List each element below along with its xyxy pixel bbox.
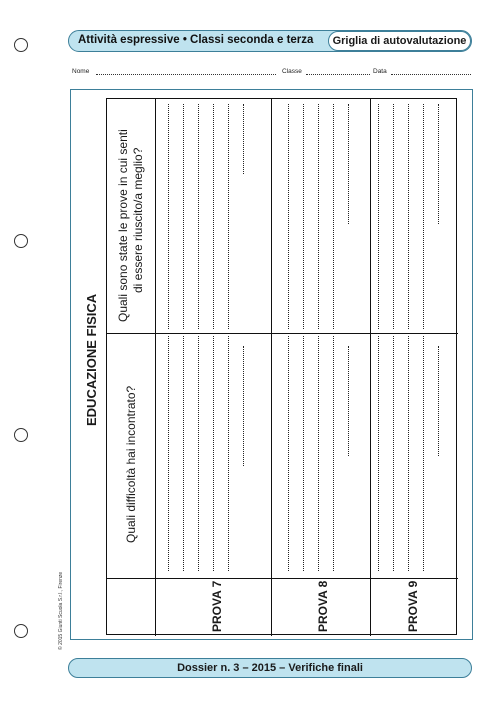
answer-line[interactable]	[198, 336, 199, 571]
prova-7-label: PROVA 7	[210, 580, 224, 632]
punch-hole-bottom	[14, 624, 28, 638]
answer-line[interactable]	[378, 104, 379, 329]
question-divider	[107, 333, 458, 334]
answer-line[interactable]	[183, 336, 184, 571]
answer-line[interactable]	[168, 104, 169, 329]
question-best-line-1: Quali sono state le prove in cui senti	[116, 129, 130, 322]
question-best-line-2: di essere riuscito/a meglio?	[131, 147, 145, 293]
answer-line[interactable]	[333, 336, 334, 571]
classe-label: Classe	[282, 68, 302, 75]
answer-line[interactable]	[423, 104, 424, 329]
answer-line[interactable]	[213, 104, 214, 329]
nome-label: Nome	[72, 68, 90, 75]
answer-line[interactable]	[318, 336, 319, 571]
answer-line[interactable]	[243, 346, 244, 466]
row-divider-1	[107, 578, 458, 579]
copyright-notice: © 2015 Giunti Scuola S.r.l., Firenze	[58, 571, 64, 650]
answer-line[interactable]	[393, 336, 394, 571]
answer-line[interactable]	[378, 336, 379, 571]
nome-field[interactable]	[96, 74, 276, 75]
header-pill-label: Griglia di autovalutazione	[328, 31, 471, 51]
section-title: EDUCAZIONE FISICA	[84, 293, 99, 426]
answer-line[interactable]	[303, 104, 304, 329]
answer-line[interactable]	[288, 336, 289, 571]
column-divider-header	[155, 99, 156, 636]
answer-line[interactable]	[348, 346, 349, 456]
answer-line[interactable]	[168, 336, 169, 571]
column-divider-2	[370, 99, 371, 636]
prova-9-label: PROVA 9	[406, 580, 420, 632]
column-divider-1	[271, 99, 272, 636]
answer-line[interactable]	[333, 104, 334, 329]
punch-hole-upper-middle	[14, 234, 28, 248]
evaluation-table	[106, 98, 457, 635]
answer-line[interactable]	[438, 346, 439, 456]
answer-line[interactable]	[408, 104, 409, 329]
question-difficulties: Quali difficoltà hai incontrato?	[124, 385, 138, 543]
header-title: Attività espressive • Classi seconda e terza	[78, 34, 314, 46]
prova-8-label: PROVA 8	[316, 580, 330, 632]
answer-line[interactable]	[228, 104, 229, 329]
answer-line[interactable]	[303, 336, 304, 571]
data-label: Data	[373, 68, 387, 75]
footer-bar: Dossier n. 3 – 2015 – Verifiche finali	[68, 658, 472, 678]
answer-line[interactable]	[288, 104, 289, 329]
answer-line[interactable]	[228, 336, 229, 571]
answer-line[interactable]	[213, 336, 214, 571]
answer-line[interactable]	[198, 104, 199, 329]
answer-line[interactable]	[423, 336, 424, 571]
answer-line[interactable]	[243, 104, 244, 174]
punch-hole-top	[14, 38, 28, 52]
answer-line[interactable]	[348, 104, 349, 224]
answer-line[interactable]	[393, 104, 394, 329]
answer-line[interactable]	[408, 336, 409, 571]
answer-line[interactable]	[318, 104, 319, 329]
punch-hole-lower-middle	[14, 428, 28, 442]
answer-line[interactable]	[183, 104, 184, 329]
data-field[interactable]	[391, 74, 471, 75]
classe-field[interactable]	[306, 74, 370, 75]
answer-line[interactable]	[438, 104, 439, 224]
